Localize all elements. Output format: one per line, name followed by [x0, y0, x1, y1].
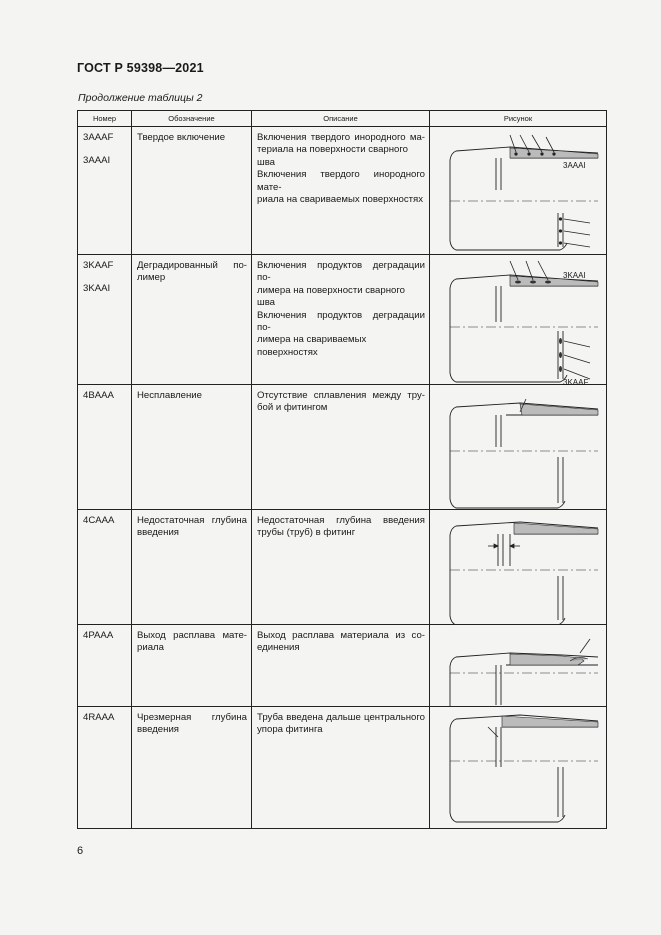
- defect-code: 4BAAA: [83, 390, 114, 401]
- figure-excessive-depth: [430, 707, 607, 829]
- defect-code: 4CAAA: [83, 515, 115, 526]
- description-line: лимера на поверхности сварного шва: [257, 284, 405, 309]
- designation-line: Недостаточная глубина: [137, 515, 247, 526]
- cell-figure: [430, 255, 607, 385]
- column-header-figure: Рисунок: [430, 111, 607, 127]
- cell-designation: [132, 127, 252, 255]
- designation-line: введения: [137, 527, 179, 539]
- designation-line: риала: [137, 642, 164, 654]
- designation-line: Деградированный по-: [137, 260, 247, 271]
- column-header-designation: Обозначение: [132, 111, 252, 127]
- table-row: [78, 625, 607, 707]
- cell-code: [78, 707, 132, 829]
- designation-line: Твердое включение: [137, 132, 226, 143]
- cell-figure: [430, 707, 607, 829]
- defect-code: 4RAAA: [83, 712, 115, 723]
- defect-code: 3KAAF: [83, 260, 114, 271]
- description-line: трубы (труб) в фитинг: [257, 527, 356, 539]
- description-line: риала на свариваемых поверхностях: [257, 194, 424, 206]
- table-row: [78, 707, 607, 829]
- defect-code: 3AAAI: [83, 155, 111, 167]
- cell-description: [252, 127, 430, 255]
- description-line: териала на поверхности сварного шва: [257, 144, 408, 168]
- description-line: единения: [257, 642, 300, 654]
- cell-description: [252, 385, 430, 510]
- table-row: [78, 127, 607, 255]
- column-header-description: Описание: [252, 111, 430, 127]
- cell-description: [252, 255, 430, 385]
- description-line: Выход расплава материала из со-: [257, 630, 425, 641]
- cell-code: [78, 255, 132, 385]
- table-row: [78, 255, 607, 385]
- figure-label: 3KAAI: [563, 271, 586, 280]
- description-line: бой и фитингом: [257, 402, 328, 414]
- column-header-number: Номер: [78, 111, 132, 127]
- description-line: Отсутствие сплавления между тру-: [257, 390, 425, 401]
- description-line: лимера на свариваемых поверхностях: [257, 334, 367, 358]
- description-line: Включения твердого инородного мате-: [257, 169, 425, 193]
- description-line: упора фитинга: [257, 724, 323, 736]
- table-header-row: [78, 111, 607, 127]
- cell-figure: [430, 127, 607, 255]
- cell-designation: [132, 255, 252, 385]
- description-line: Включения продуктов деградации по-: [257, 309, 425, 334]
- figure-melt-exit: [430, 625, 607, 707]
- cell-designation: [132, 625, 252, 707]
- description-line: Включения продуктов деградации по-: [257, 260, 425, 284]
- cell-code: [78, 510, 132, 625]
- defect-code: 3KAAI: [83, 283, 111, 295]
- cell-code: [78, 625, 132, 707]
- designation-line: Чрезмерная глубина: [137, 712, 247, 723]
- cell-description: [252, 510, 430, 625]
- cell-description: [252, 707, 430, 829]
- cell-designation: [132, 510, 252, 625]
- cell-figure: [430, 625, 607, 707]
- cell-figure: [430, 510, 607, 625]
- figure-degraded-polymer: [430, 255, 607, 385]
- figure-lack-of-fusion: [430, 385, 607, 510]
- cell-figure: [430, 385, 607, 510]
- designation-line: Выход расплава мате-: [137, 630, 247, 641]
- cell-code: [78, 127, 132, 255]
- figure-label: 3KAAF: [563, 378, 589, 385]
- designation-line: введения: [137, 724, 179, 736]
- cell-designation: [132, 707, 252, 829]
- cell-designation: [132, 385, 252, 510]
- standard-title: ГОСТ Р 59398—2021: [77, 61, 204, 75]
- defect-code: 3AAAF: [83, 132, 114, 143]
- designation-line: лимер: [137, 272, 166, 284]
- table-row: [78, 510, 607, 625]
- cell-description: [252, 625, 430, 707]
- description-line: Труба введена дальше центрального: [257, 712, 425, 723]
- figure-insufficient-depth: [430, 510, 607, 625]
- description-line: Включения твердого инородного ма-: [257, 132, 425, 143]
- defect-code: 4PAAA: [83, 630, 114, 641]
- cell-code: [78, 385, 132, 510]
- defects-table: [77, 110, 607, 829]
- description-line: Недостаточная глубина введения: [257, 515, 425, 526]
- designation-line: Несплавление: [137, 390, 202, 401]
- figure-label: 3AAAI: [563, 161, 586, 170]
- page-number: 6: [77, 845, 84, 857]
- table-caption: Продолжение таблицы 2: [78, 92, 203, 104]
- figure-solid-inclusion: [430, 127, 607, 255]
- table-row: [78, 385, 607, 510]
